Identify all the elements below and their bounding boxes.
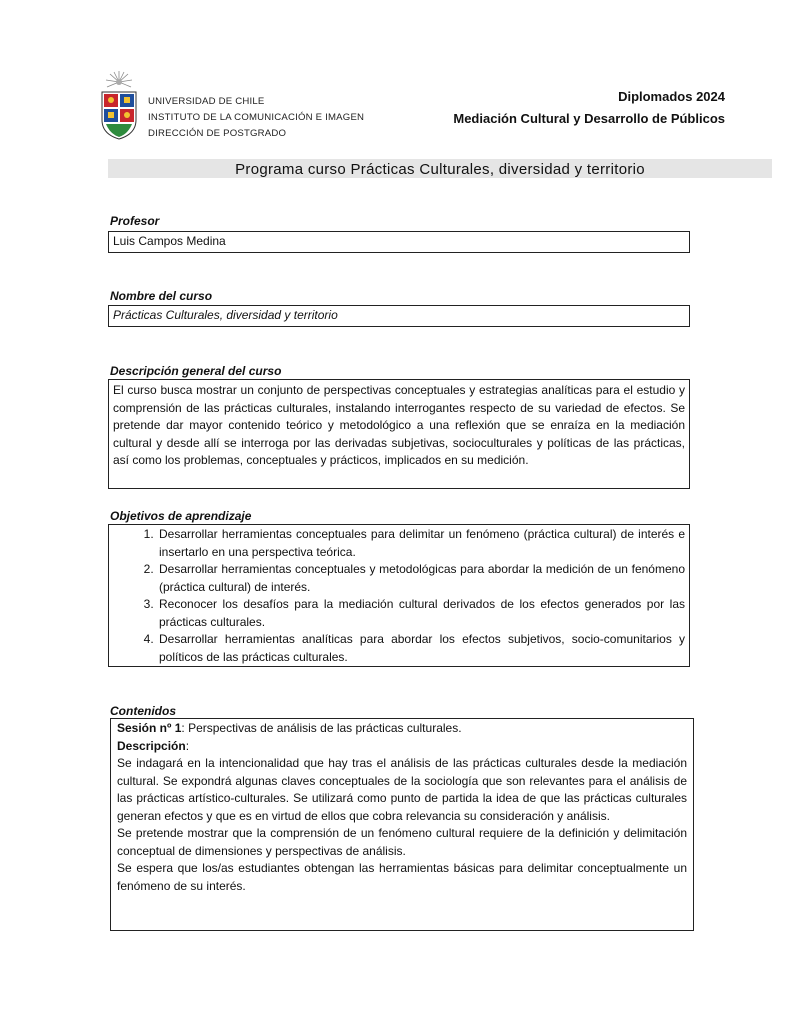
session-label: Sesión nº 1 (117, 721, 182, 735)
objective-item: 3. Reconocer los desafíos para la mediación cultural derivados de los efectos generados por las prácticas culturales. (157, 596, 685, 631)
session-line (117, 720, 687, 738)
university-crest-logo (98, 70, 140, 140)
page-title: Programa curso Prácticas Culturales, diversidad y territorio (108, 159, 772, 178)
objectives-list (109, 526, 689, 666)
program-name: Mediación Cultural y Desarrollo de Públicos (453, 111, 725, 126)
profesor-field: Luis Campos Medina (108, 231, 690, 253)
contents-paragraph: Se pretende mostrar que la comprensión de un fenómeno cultural requiere de la definición y delimitación conceptual de dimensiones y perspectivas de análisis. (117, 826, 687, 858)
course-name-label: Nombre del curso (110, 289, 213, 303)
description-heading: Descripción (117, 738, 186, 753)
institution-block (148, 94, 364, 142)
objectives-label: Objetivos de aprendizaje (110, 509, 252, 523)
program-year: Diplomados 2024 (618, 89, 725, 104)
objective-item: 4. Desarrollar herramientas analíticas para abordar los efectos subjetivos, socio-comunitarios y políticos de las prácticas culturales. (157, 631, 685, 666)
institute-name: INSTITUTO DE LA COMUNICACIÓN E IMAGEN (148, 112, 365, 123)
contents-paragraph: Se espera que los/as estudiantes obtengan las herramientas básicas para delimitar conceptualmente un fenómeno de su interés. (117, 861, 687, 893)
university-name: UNIVERSIDAD DE CHILE (148, 96, 265, 107)
description-colon: : (185, 738, 190, 753)
contents-paragraph: Se indagará en la intencionalidad que hay tras el análisis de las prácticas culturales desde la mediación cultural. Se expondrá algunas claves conceptuales de la sociología que son relevantes para el análisis de las prácticas artístico-culturales. Se utilizará como punto de partida la idea de que las prácticas culturales generan efectos y que es en virtud de ellos que cobra relevancia su consideración y análisis. (117, 756, 687, 823)
course-name-field: Prácticas Culturales, diversidad y territorio (108, 305, 690, 327)
session-title: : Perspectivas de análisis de las prácticas culturales. (181, 721, 462, 735)
contents-box (110, 718, 694, 931)
objective-item: 2. Desarrollar herramientas conceptuales y metodológicas para abordar la medición de un fenómeno (práctica cultural) de interés. (157, 561, 685, 596)
description-label: Descripción general del curso (110, 364, 282, 378)
objectives-box (108, 524, 690, 667)
description-box: El curso busca mostrar un conjunto de perspectivas conceptuales y estrategias analíticas para el estudio y comprensión de las prácticas culturales, instalando interrogantes respecto de su variedad de efectos. Se pretende dar mayor contenido teórico y metodológico a una reflexión que se enraíza en la mediación cultural y desde allí se interroga por las derivadas subjetivas, socioculturales y políticas de las prácticas, así como los problemas, conceptuales y prácticos, implicados en su medición. (108, 379, 690, 489)
objective-item: 1. Desarrollar herramientas conceptuales para delimitar un fenómeno (práctica cultural) de interés e insertarlo en una perspectiva teórica. (157, 526, 685, 561)
program-header (453, 86, 725, 130)
session-description-heading (117, 738, 687, 756)
contents-label: Contenidos (110, 704, 176, 718)
profesor-label: Profesor (110, 214, 160, 228)
direction-name: DIRECCIÓN DE POSTGRADO (148, 128, 287, 139)
